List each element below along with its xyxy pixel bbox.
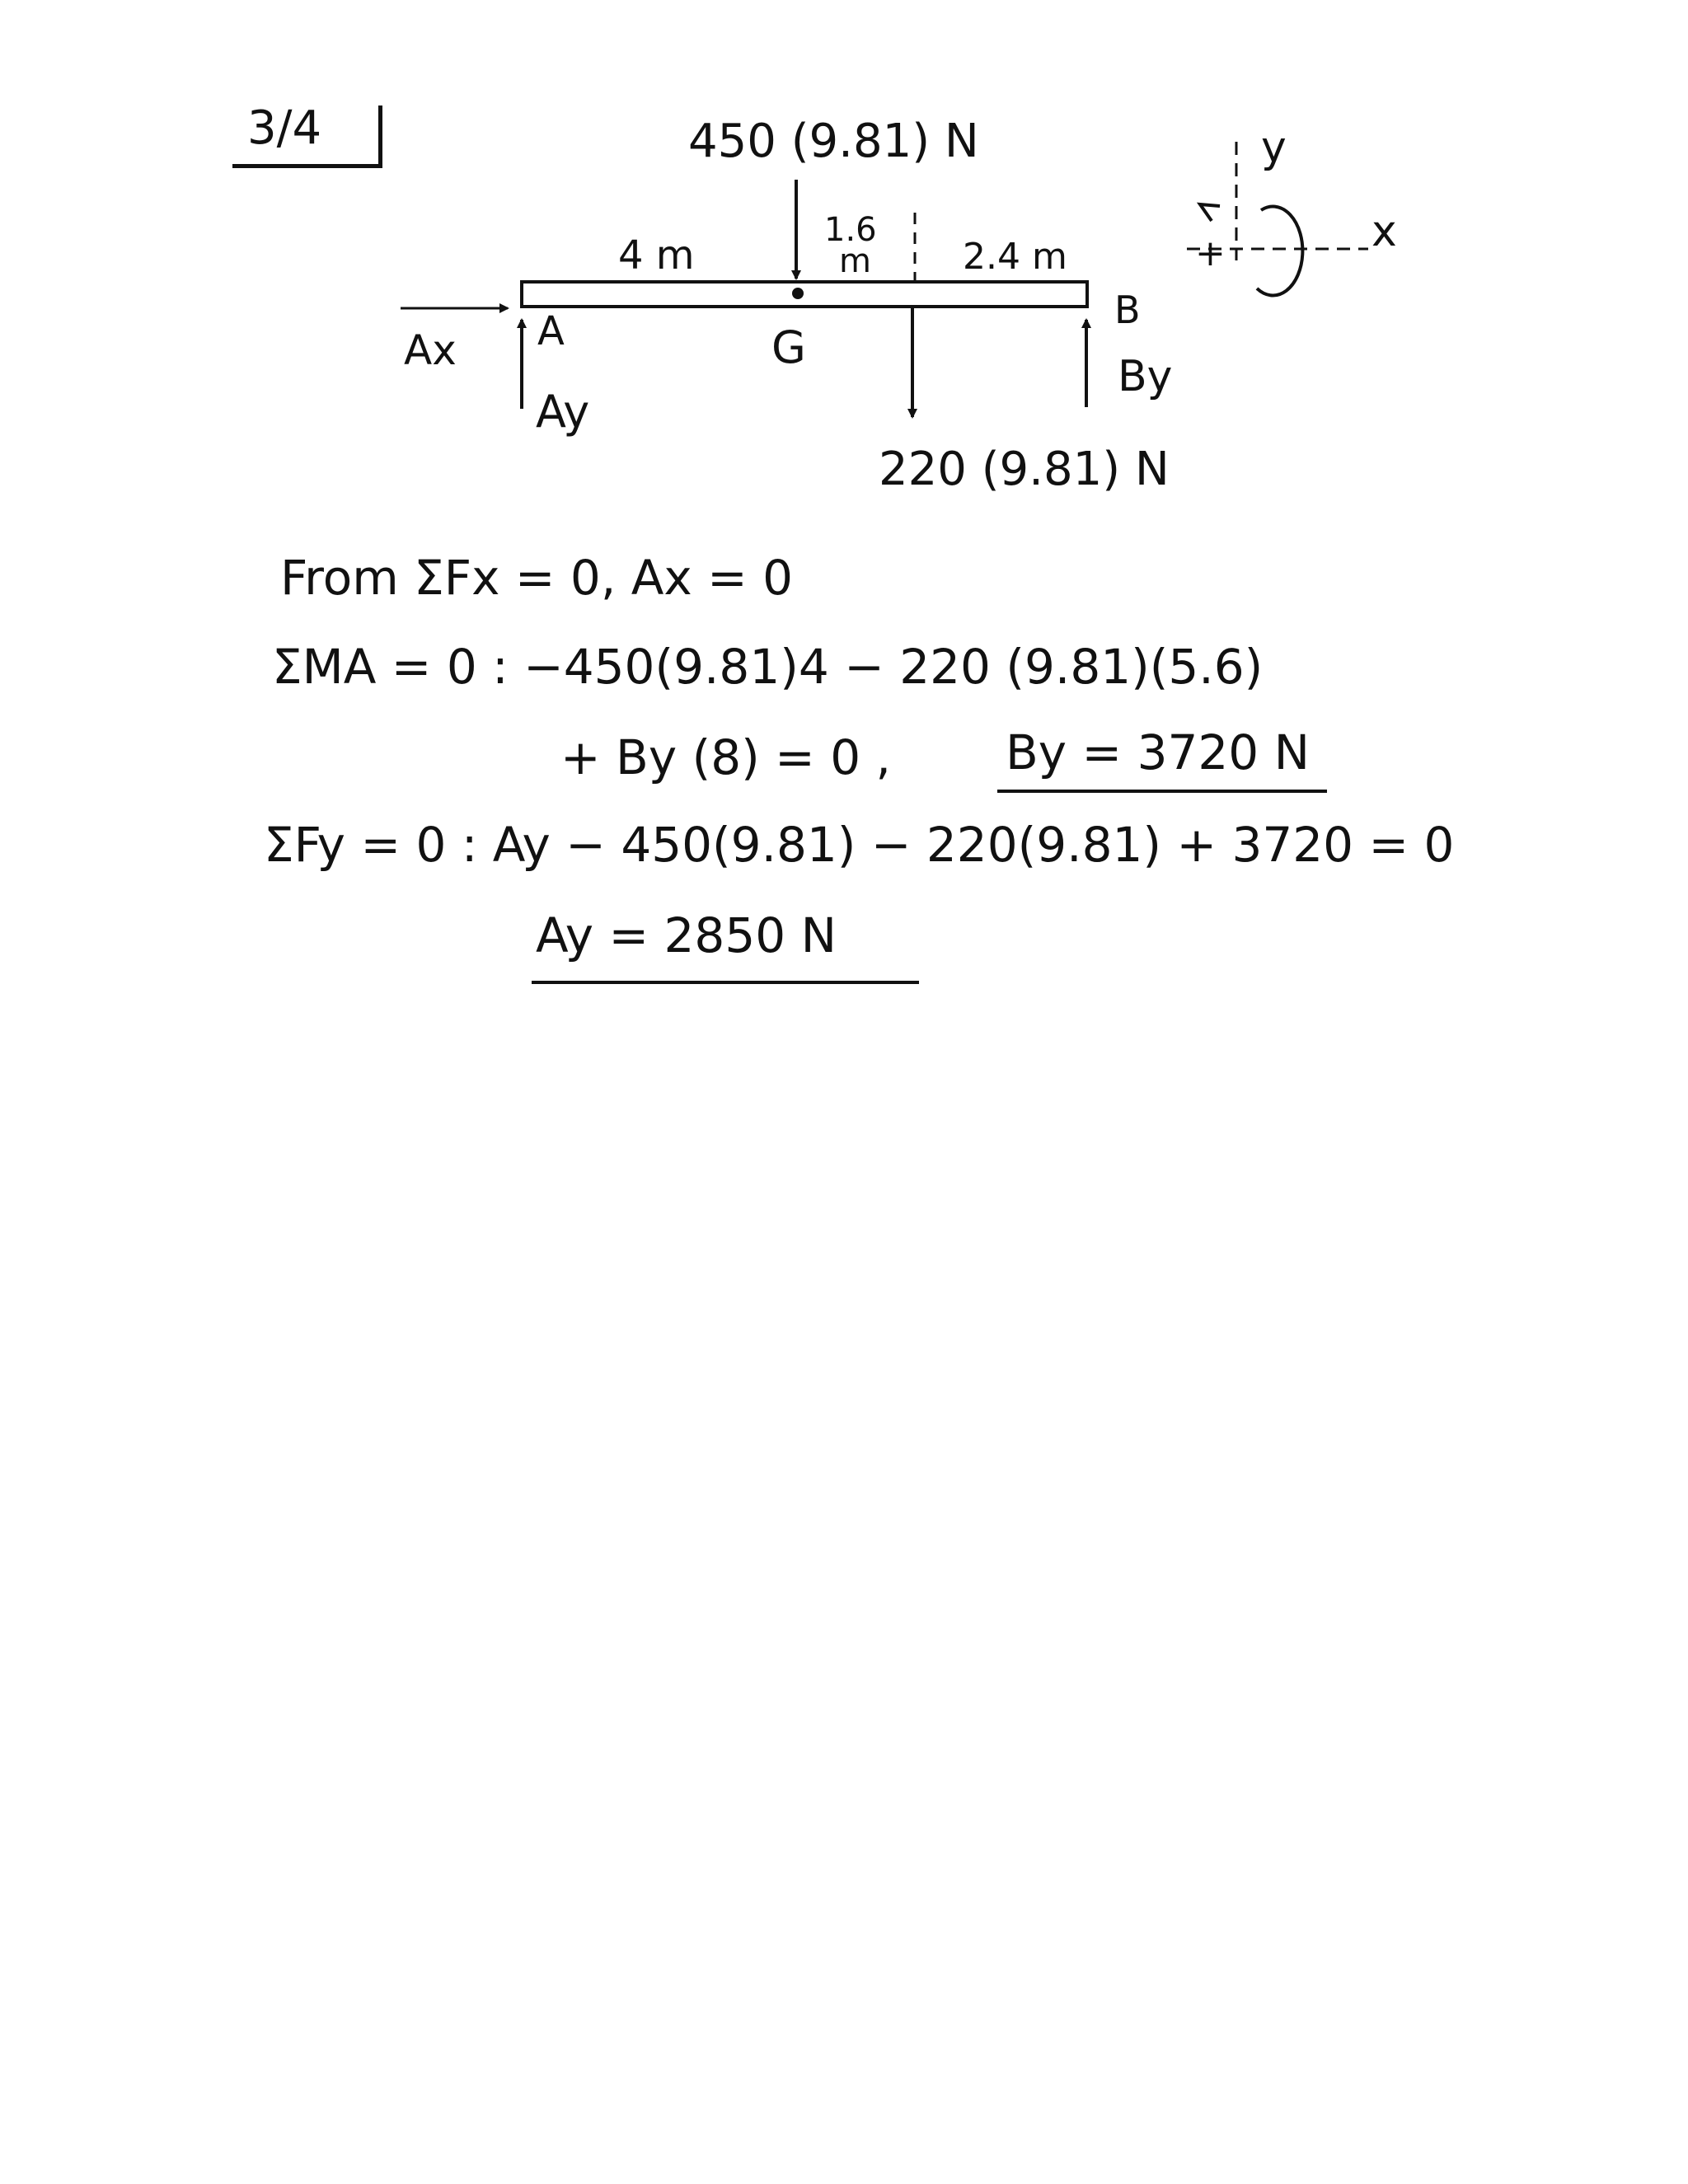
result-by: By = 3720 N — [1006, 724, 1311, 780]
result-ay-underline — [532, 981, 919, 984]
equation-sum-fx: From ΣFx = 0, Ax = 0 — [280, 550, 794, 606]
free-body-diagram — [0, 0, 1688, 527]
dimension-label-4m: 4 m — [618, 232, 695, 279]
axis-label-x: x — [1372, 207, 1397, 256]
point-label-g: G — [771, 321, 806, 373]
beam — [522, 282, 1087, 307]
reaction-label-by: By — [1118, 352, 1173, 401]
point-g-dot — [792, 288, 804, 299]
equation-sum-fy: ΣFy = 0 : Ay − 450(9.81) − 220(9.81) + 3720 = 0 — [264, 817, 1455, 873]
dimension-label-1.6: 1.6 — [824, 211, 877, 249]
point-label-b: B — [1114, 288, 1141, 332]
dimension-label-1.6-unit: m — [839, 242, 871, 280]
moment-sign-arc — [1257, 206, 1302, 295]
load-label-450: 450 (9.81) N — [688, 115, 979, 168]
moment-sign-arrow — [1200, 204, 1220, 221]
dimension-label-2.4m: 2.4 m — [963, 236, 1067, 278]
axis-label-y: y — [1261, 123, 1287, 172]
equation-sum-ma-cont: + By (8) = 0 , — [560, 729, 891, 785]
sign-convention-plus: + — [1195, 232, 1226, 274]
reaction-label-ax: Ax — [404, 326, 457, 374]
result-by-underline — [997, 790, 1327, 793]
problem-number: 3/4 — [247, 101, 322, 155]
point-label-a: A — [537, 308, 565, 354]
result-ay: Ay = 2850 N — [536, 907, 837, 963]
equation-sum-ma: ΣMA = 0 : −450(9.81)4 − 220 (9.81)(5.6) — [272, 639, 1264, 695]
load-label-220: 220 (9.81) N — [879, 443, 1170, 496]
reaction-label-ay: Ay — [536, 386, 590, 438]
